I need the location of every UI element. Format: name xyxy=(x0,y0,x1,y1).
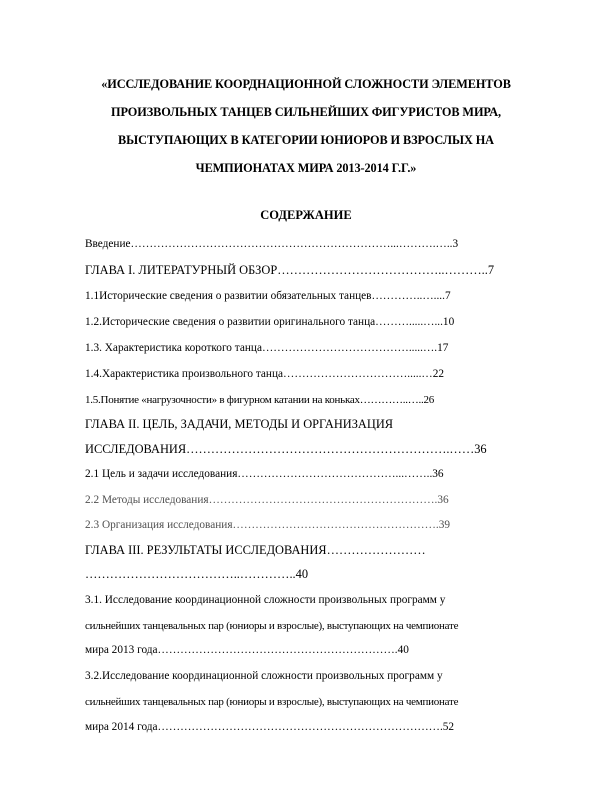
title-line: ЧЕМПИОНАТАХ МИРА 2013-2014 Г.Г.» xyxy=(195,161,417,175)
title-line: ВЫСТУПАЮЩИХ В КАТЕГОРИИ ЮНИОРОВ И ВЗРОСЛЫХ НА xyxy=(118,133,494,147)
toc-entry-3-2-page: мира 2014 года………………………………………………………………….52 xyxy=(85,721,455,733)
toc-entry-2-3: 2.3 Организация исследования……………………………………………….39 xyxy=(85,519,451,531)
toc-entry-2-2: 2.2 Методы исследования…………………………………………………….36 xyxy=(85,494,449,506)
toc-entry-3-1-page: мира 2013 года……………………………………………………….40 xyxy=(85,644,409,656)
toc-entry-1-5: 1.5.Понятие «нагрузочности» в фигурном катании на коньках…………..…..26 xyxy=(85,394,435,406)
toc-entry-intro: Введение……………………………………………………………...……….…..3 xyxy=(85,238,459,250)
toc-entry-chapter-2: ГЛАВА II. ЦЕЛЬ, ЗАДАЧИ, МЕТОДЫ И ОРГАНИЗАЦИЯ xyxy=(85,417,394,431)
toc-entry-2-1: 2.1 Цель и задачи исследования……………………………………...……..36 xyxy=(85,468,444,480)
title-line: ПРОИЗВОЛЬНЫХ ТАНЦЕВ СИЛЬНЕЙШИХ ФИГУРИСТОВ МИРА, xyxy=(110,105,501,119)
toc-entry-chapter-1: ГЛАВА I. ЛИТЕРАТУРНЫЙ ОБЗОР…………………………………..………..7 xyxy=(85,263,495,277)
toc-entry-1-1: 1.1Исторические сведения о развитии обязательных танцев…………..…....7 xyxy=(85,290,451,302)
toc-entry-3-1-cont: сильнейших танцевальных пар (юниоры и взрослые), выступающих на чемпионате xyxy=(85,620,459,632)
toc-entry-1-4: 1.4.Характеристика произвольного танца…………………………….....…22 xyxy=(85,368,445,380)
toc-entry-3-1: 3.1. Исследование координационной сложности произвольных программ у xyxy=(85,594,446,606)
document-title xyxy=(84,70,528,182)
toc-entry-1-2: 1.2.Исторические сведения о развитии оригинального танца……….....…...10 xyxy=(85,316,455,328)
toc-entry-chapter-3: ГЛАВА III. РЕЗУЛЬТАТЫ ИССЛЕДОВАНИЯ…………………… xyxy=(85,543,426,557)
toc-entry-3-2: 3.2.Исследование координационной сложности произвольных программ у xyxy=(85,670,443,682)
title-line: «ИССЛЕДОВАНИЕ КООРДНАЦИОННОЙ СЛОЖНОСТИ ЭЛЕМЕНТОВ xyxy=(101,77,511,91)
toc-entry-3-2-cont: сильнейших танцевальных пар (юниоры и взрослые), выступающих на чемпионате xyxy=(85,696,459,708)
toc-entry-chapter-2-cont: ИССЛЕДОВАНИЯ……………………………………………………….……36 xyxy=(85,442,487,456)
contents-heading: СОДЕРЖАНИЕ xyxy=(260,208,352,222)
toc-entry-chapter-3-cont: ………………………………..…………..40 xyxy=(85,567,309,581)
toc-entry-1-3: 1.3. Характеристика короткого танца………………………………….....….17 xyxy=(85,342,449,354)
